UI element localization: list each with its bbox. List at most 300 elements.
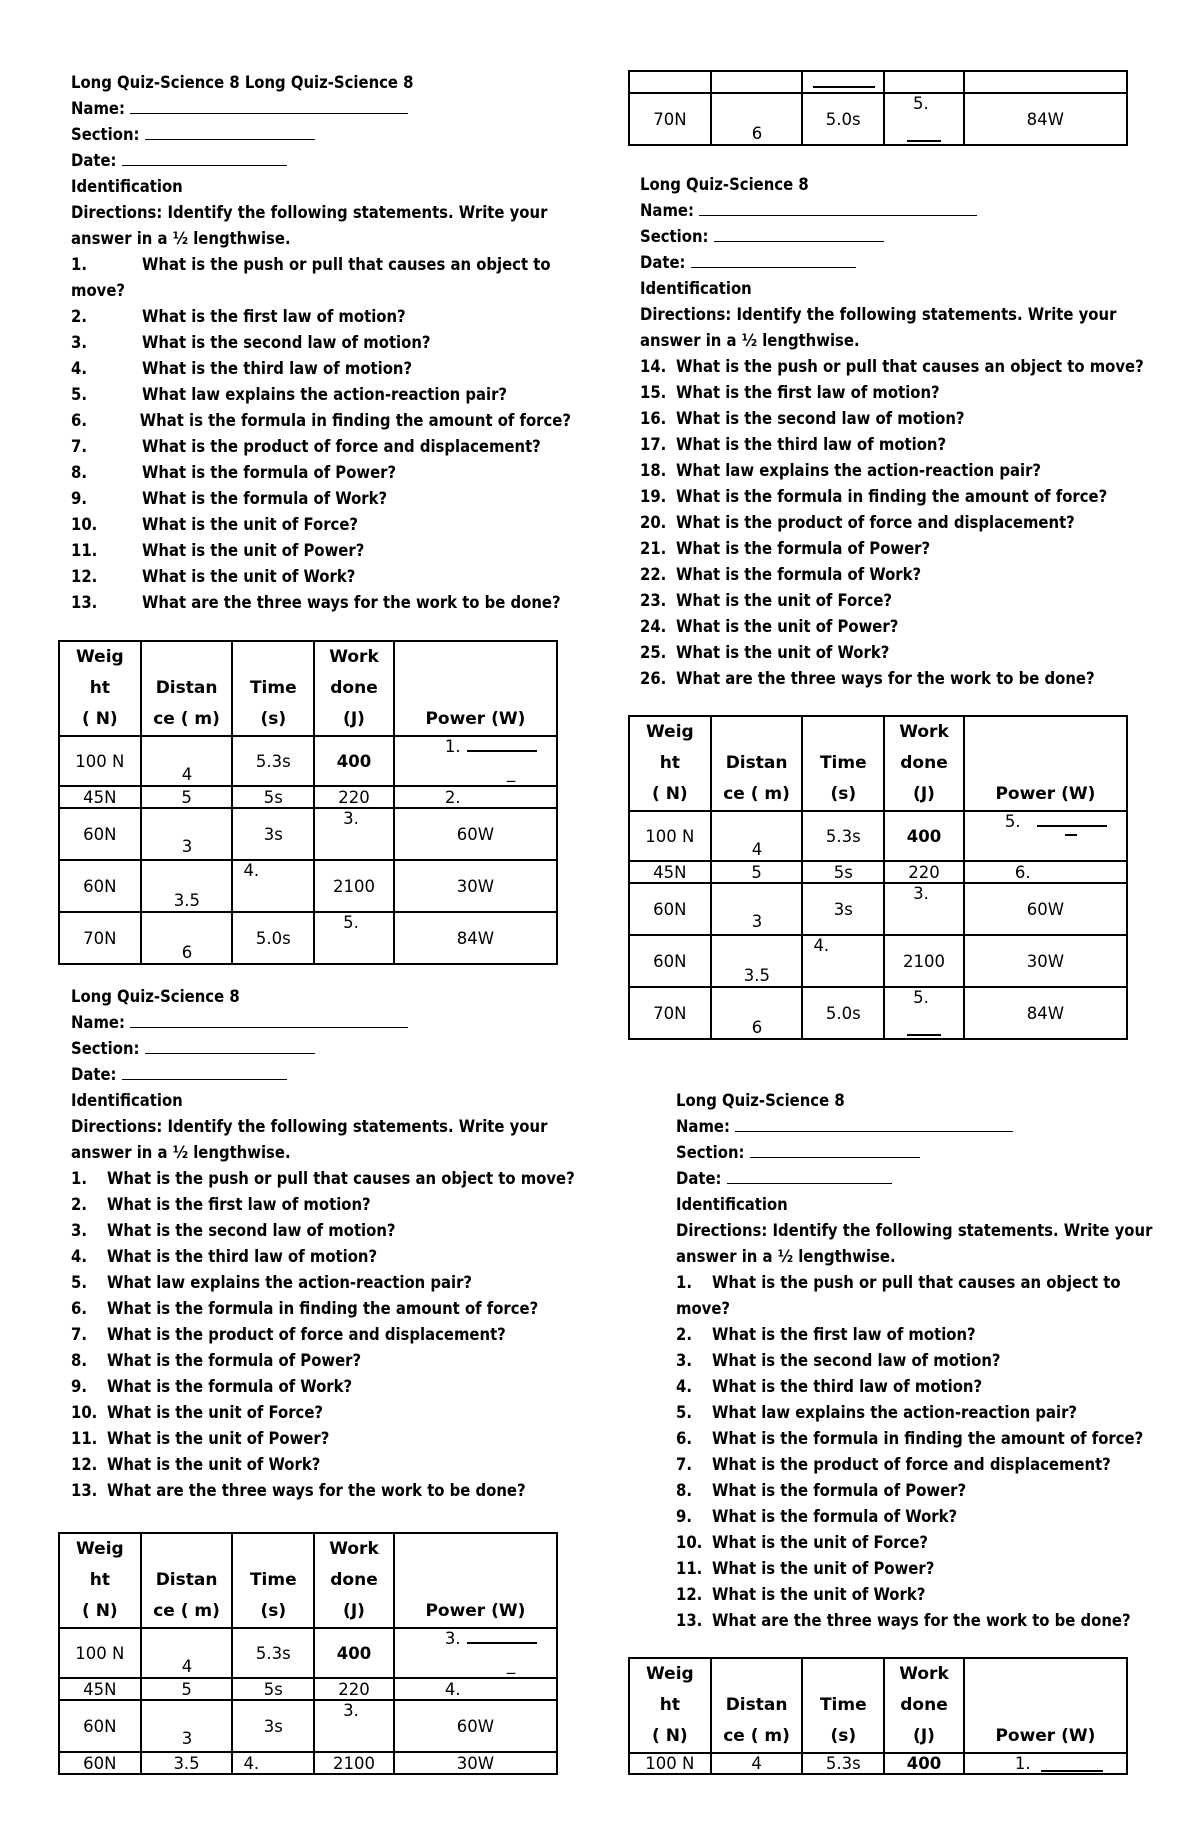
- header-power: Power (W): [394, 641, 557, 736]
- cell-empty: [802, 71, 884, 93]
- directions-line-2: answer in a ½ lengthwise.: [71, 1143, 291, 1162]
- date-label: Date:: [71, 1065, 117, 1084]
- question-text: What law explains the action-reaction pair?: [712, 1403, 1078, 1422]
- cell-empty: [964, 71, 1127, 93]
- question-text: What law explains the action-reaction pair?: [142, 385, 508, 404]
- cell-time: 5.0s: [232, 912, 314, 964]
- question-text: What is the unit of Power?: [712, 1559, 935, 1578]
- quiz-title: Long Quiz-Science 8: [640, 175, 809, 194]
- cell-time: 5s: [232, 786, 314, 808]
- question-wrap: move?: [71, 281, 126, 300]
- section-field-label: [71, 122, 571, 148]
- section-field-label: [676, 1140, 1176, 1166]
- question-number: 14.: [640, 357, 667, 376]
- cell-power: 30W: [964, 935, 1127, 987]
- date-field-label: [676, 1166, 1176, 1192]
- cell-weight: 70N: [629, 987, 711, 1039]
- date-label: Date:: [640, 253, 686, 272]
- cell-distance: 6: [141, 912, 233, 964]
- cell-work-blank[interactable]: 3.: [314, 808, 394, 860]
- date-blank[interactable]: [691, 251, 856, 268]
- question-item: [71, 590, 571, 616]
- question-item: [71, 408, 571, 434]
- cell-time: 3s: [802, 883, 884, 935]
- cell-time: 3s: [232, 808, 314, 860]
- date-blank[interactable]: [727, 1167, 892, 1184]
- question-text: What is the second law of motion?: [712, 1351, 1001, 1370]
- name-blank[interactable]: [699, 199, 977, 216]
- header-distance: Distan ce ( m): [711, 716, 803, 811]
- cell-distance: 6: [711, 93, 803, 145]
- section-label: Section:: [71, 1039, 140, 1058]
- cell-power: 84W: [394, 912, 557, 964]
- question-text: What is the first law of motion?: [676, 383, 940, 402]
- directions-line-2: answer in a ½ lengthwise.: [71, 229, 291, 248]
- cell-work: 220: [314, 786, 394, 808]
- name-label: Name:: [71, 1013, 125, 1032]
- section-blank[interactable]: [145, 123, 315, 140]
- question-number: 9.: [676, 1507, 692, 1526]
- cell-time: 3s: [232, 1700, 314, 1752]
- date-label: Date:: [71, 151, 117, 170]
- date-blank[interactable]: [122, 149, 287, 166]
- cell-power: 60W: [394, 808, 557, 860]
- header-distance: Distan ce ( m): [141, 641, 233, 736]
- question-number: 7.: [71, 437, 87, 456]
- question-number: 6.: [71, 1299, 87, 1318]
- section-field-label: [640, 224, 1160, 250]
- question-text: What is the second law of motion?: [676, 409, 965, 428]
- question-text: What is the unit of Force?: [142, 515, 358, 534]
- question-text: What is the unit of Power?: [107, 1429, 330, 1448]
- question-item: [640, 666, 1160, 692]
- cell-weight: 70N: [629, 93, 711, 145]
- cell-power: 84W: [964, 93, 1127, 145]
- question-item: [676, 1270, 1176, 1296]
- question-number: 12.: [676, 1585, 703, 1604]
- name-field-label: [640, 198, 1160, 224]
- section-heading: Identification: [640, 279, 752, 298]
- cell-weight: 60N: [59, 808, 141, 860]
- cell-distance: 5: [141, 786, 233, 808]
- directions-line-2: answer in a ½ lengthwise.: [640, 331, 860, 350]
- question-number: 3.: [71, 1221, 87, 1240]
- quiz-block-2: [640, 172, 1160, 692]
- table-row: [59, 1678, 557, 1700]
- cell-weight: 45N: [59, 786, 141, 808]
- question-number: 5.: [71, 385, 87, 404]
- header-distance: Distan ce ( m): [141, 1533, 233, 1628]
- question-item: [640, 588, 1160, 614]
- cell-work: 400: [884, 1753, 964, 1774]
- question-item: [640, 458, 1160, 484]
- question-item: [71, 1192, 591, 1218]
- cell-work: 220: [314, 1678, 394, 1700]
- question-item: [676, 1374, 1176, 1400]
- header-power: Power (W): [964, 1658, 1127, 1753]
- question-text: What is the third law of motion?: [676, 435, 947, 454]
- cell-empty: [884, 71, 964, 93]
- name-label: Name:: [676, 1117, 730, 1136]
- section-label: Section:: [676, 1143, 745, 1162]
- question-text: What is the unit of Work?: [676, 643, 890, 662]
- cell-distance: 4: [141, 1628, 233, 1678]
- cell-work-blank[interactable]: 5.: [314, 912, 394, 964]
- cell-power-blank[interactable]: 1. _: [394, 736, 557, 786]
- cell-power: 60W: [394, 1700, 557, 1752]
- directions-line-1: Directions: Identify the following statements. Write your: [71, 203, 548, 222]
- question-text: What is the first law of motion?: [712, 1325, 976, 1344]
- table-row: [59, 786, 557, 808]
- cell-distance: 4: [711, 811, 803, 861]
- question-item: [71, 538, 571, 564]
- cell-distance: 3.5: [711, 935, 803, 987]
- table-row: [59, 808, 557, 860]
- cell-distance: 5: [141, 1678, 233, 1700]
- header-distance: Distan ce ( m): [711, 1658, 803, 1753]
- question-number: 10.: [676, 1533, 703, 1552]
- question-item: [71, 1400, 591, 1426]
- question-text: What is the formula of Power?: [107, 1351, 362, 1370]
- question-text: What is the product of force and displacement?: [676, 513, 1075, 532]
- question-number: 1.: [676, 1273, 692, 1292]
- cell-power: 60W: [964, 883, 1127, 935]
- question-item: [71, 1244, 591, 1270]
- question-item: [640, 484, 1160, 510]
- cell-time-blank[interactable]: 4.: [802, 935, 884, 987]
- name-blank[interactable]: [735, 1115, 1013, 1132]
- question-number: 3.: [71, 333, 87, 352]
- question-number: 24.: [640, 617, 667, 636]
- cell-weight: 70N: [59, 912, 141, 964]
- question-text: What is the formula in finding the amount of force?: [107, 1299, 539, 1318]
- question-text: What is the formula of Power?: [676, 539, 931, 558]
- question-number: 4.: [676, 1377, 692, 1396]
- question-text: What is the third law of motion?: [142, 359, 413, 378]
- question-number: 6.: [71, 411, 87, 430]
- question-text: What is the unit of Power?: [676, 617, 899, 636]
- section-blank[interactable]: [714, 225, 884, 242]
- question-text: What is the formula in finding the amount of force?: [676, 487, 1108, 506]
- table-row: [629, 811, 1127, 861]
- table-row: [629, 883, 1127, 935]
- name-blank[interactable]: [130, 1011, 408, 1028]
- cell-power-blank[interactable]: 6.: [964, 861, 1127, 883]
- cell-work-blank[interactable]: 5.: [884, 93, 964, 145]
- cell-work-blank[interactable]: 3.: [314, 1700, 394, 1752]
- question-number: 13.: [71, 1481, 98, 1500]
- name-field-label: [71, 96, 571, 122]
- question-item: [676, 1608, 1176, 1634]
- question-number: 13.: [676, 1611, 703, 1630]
- question-item: [71, 1270, 591, 1296]
- cell-time: 5.3s: [232, 1628, 314, 1678]
- data-table: [58, 640, 558, 965]
- cell-weight: 60N: [59, 1752, 141, 1774]
- question-item: [640, 380, 1160, 406]
- header-power: Power (W): [964, 716, 1127, 811]
- question-text: What is the unit of Work?: [107, 1455, 321, 1474]
- question-text: What is the product of force and displacement?: [107, 1325, 506, 1344]
- cell-weight: 100 N: [629, 811, 711, 861]
- table-row: [59, 1752, 557, 1774]
- section-label: Section:: [640, 227, 709, 246]
- directions-line-1: Directions: Identify the following statements. Write your: [676, 1221, 1153, 1240]
- question-item: [71, 382, 571, 408]
- directions-line-1: Directions: Identify the following statements. Write your: [640, 305, 1117, 324]
- question-number: 7.: [71, 1325, 87, 1344]
- question-text: What is the formula of Work?: [712, 1507, 958, 1526]
- header-weight: Weig ht ( N): [629, 716, 711, 811]
- cell-power: 30W: [394, 1752, 557, 1774]
- question-number: 4.: [71, 359, 87, 378]
- question-number: 11.: [71, 541, 98, 560]
- question-item: [676, 1556, 1176, 1582]
- question-wrap: move?: [676, 1299, 731, 1318]
- question-number: 10.: [71, 1403, 98, 1422]
- question-item: [676, 1452, 1176, 1478]
- question-number: 1.: [71, 1169, 87, 1188]
- cell-weight: 60N: [59, 860, 141, 912]
- question-text: What is the push or pull that causes an object to: [712, 1273, 1121, 1292]
- question-number: 1.: [71, 255, 87, 274]
- cell-power-blank[interactable]: 1.: [964, 1753, 1127, 1774]
- cell-time-blank[interactable]: 4.: [232, 860, 314, 912]
- date-blank[interactable]: [122, 1063, 287, 1080]
- cell-distance: 5: [711, 861, 803, 883]
- name-label: Name:: [71, 99, 125, 118]
- question-number: 2.: [71, 307, 87, 326]
- quiz-title: Long Quiz-Science 8: [676, 1091, 845, 1110]
- data-table: [58, 1532, 558, 1775]
- question-item: [676, 1504, 1176, 1530]
- name-field-label: [71, 1010, 591, 1036]
- question-number: 20.: [640, 513, 667, 532]
- section-heading: Identification: [71, 1091, 183, 1110]
- question-text: What is the unit of Force?: [107, 1403, 323, 1422]
- name-field-label: [676, 1114, 1176, 1140]
- question-text: What is the unit of Work?: [712, 1585, 926, 1604]
- cell-power-blank[interactable]: 3. _: [394, 1628, 557, 1678]
- question-item: [71, 434, 571, 460]
- question-text: What is the formula in finding the amount of force?: [139, 411, 571, 430]
- question-number: 11.: [71, 1429, 98, 1448]
- cell-work: 2100: [314, 860, 394, 912]
- question-text: What are the three ways for the work to be done?: [712, 1611, 1131, 1630]
- quiz-block-1: [71, 70, 571, 616]
- question-text: What is the formula in finding the amount of force?: [712, 1429, 1144, 1448]
- question-item: [640, 536, 1160, 562]
- question-number: 22.: [640, 565, 667, 584]
- question-number: 18.: [640, 461, 667, 480]
- question-item: [676, 1478, 1176, 1504]
- question-text: What is the formula of Power?: [142, 463, 397, 482]
- header-time: Time (s): [802, 1658, 884, 1753]
- question-number: 7.: [676, 1455, 692, 1474]
- question-number: 26.: [640, 669, 667, 688]
- cell-distance: 3: [141, 1700, 233, 1752]
- question-text: What is the formula of Work?: [142, 489, 388, 508]
- cell-time: 5.3s: [802, 811, 884, 861]
- date-field-label: [640, 250, 1160, 276]
- question-number: 8.: [676, 1481, 692, 1500]
- header-weight: Weig ht ( N): [59, 641, 141, 736]
- cell-power: 30W: [394, 860, 557, 912]
- question-text: What law explains the action-reaction pair?: [107, 1273, 473, 1292]
- table-row: [629, 935, 1127, 987]
- cell-time: 5s: [802, 861, 884, 883]
- question-text: What is the formula of Power?: [712, 1481, 967, 1500]
- question-number: 12.: [71, 567, 98, 586]
- date-label: Date:: [676, 1169, 722, 1188]
- question-number: 17.: [640, 435, 667, 454]
- question-number: 3.: [676, 1351, 692, 1370]
- cell-distance: 3.5: [141, 860, 233, 912]
- question-text: What is the product of force and displacement?: [142, 437, 541, 456]
- cell-work: 400: [884, 811, 964, 861]
- question-item: [640, 510, 1160, 536]
- header-power: Power (W): [394, 1533, 557, 1628]
- cell-power-blank[interactable]: 5.: [964, 811, 1127, 861]
- question-text: What is the unit of Work?: [142, 567, 356, 586]
- question-text: What is the second law of motion?: [107, 1221, 396, 1240]
- table-row: [629, 861, 1127, 883]
- cell-work-blank[interactable]: 5.: [884, 987, 964, 1039]
- quiz-title: Long Quiz-Science 8 Long Quiz-Science 8: [71, 73, 414, 92]
- question-item: [71, 460, 571, 486]
- question-number: 25.: [640, 643, 667, 662]
- question-item: [71, 252, 571, 278]
- question-text: What is the unit of Force?: [676, 591, 892, 610]
- cell-weight: 100 N: [629, 1753, 711, 1774]
- question-text: What are the three ways for the work to be done?: [142, 593, 561, 612]
- question-item: [640, 614, 1160, 640]
- table-row: [629, 93, 1127, 145]
- cell-time: 5.0s: [802, 93, 884, 145]
- question-text: What is the formula of Work?: [676, 565, 922, 584]
- question-number: 9.: [71, 1377, 87, 1396]
- question-item: [71, 1452, 591, 1478]
- question-item: [71, 1478, 591, 1504]
- header-work: Work done (J): [884, 716, 964, 811]
- question-text: What is the third law of motion?: [712, 1377, 983, 1396]
- cell-work-blank[interactable]: 3.: [884, 883, 964, 935]
- cell-work: 400: [314, 1628, 394, 1678]
- question-item: [71, 304, 571, 330]
- question-number: 15.: [640, 383, 667, 402]
- cell-time-blank[interactable]: 4.: [232, 1752, 314, 1774]
- question-item: [71, 564, 571, 590]
- question-text: What is the second law of motion?: [142, 333, 431, 352]
- question-item: [676, 1322, 1176, 1348]
- table-row: [629, 1753, 1127, 1774]
- cell-weight: 60N: [629, 883, 711, 935]
- question-number: 2.: [71, 1195, 87, 1214]
- header-work: Work done (J): [314, 1533, 394, 1628]
- question-item: [676, 1400, 1176, 1426]
- cell-time: 5.3s: [802, 1753, 884, 1774]
- cell-time: 5s: [232, 1678, 314, 1700]
- question-item: [640, 354, 1160, 380]
- section-heading: Identification: [71, 177, 183, 196]
- cell-time: 5.0s: [802, 987, 884, 1039]
- cell-power: 84W: [964, 987, 1127, 1039]
- question-text: What is the first law of motion?: [107, 1195, 371, 1214]
- section-blank[interactable]: [145, 1037, 315, 1054]
- table-row: [59, 736, 557, 786]
- table-row: [59, 1628, 557, 1678]
- question-text: What is the push or pull that causes an object to move?: [676, 357, 1144, 376]
- cell-work: 2100: [884, 935, 964, 987]
- date-field-label: [71, 148, 571, 174]
- cell-work: 220: [884, 861, 964, 883]
- question-number: 8.: [71, 463, 87, 482]
- header-work: Work done (J): [884, 1658, 964, 1753]
- question-item: [640, 562, 1160, 588]
- name-blank[interactable]: [130, 97, 408, 114]
- question-number: 8.: [71, 1351, 87, 1370]
- question-item: [676, 1426, 1176, 1452]
- question-text: What is the product of force and displacement?: [712, 1455, 1111, 1474]
- question-number: 5.: [71, 1273, 87, 1292]
- question-text: What is the push or pull that causes an object to move?: [107, 1169, 575, 1188]
- cell-distance: 3: [711, 883, 803, 935]
- question-item: [676, 1348, 1176, 1374]
- data-table: [628, 1657, 1128, 1775]
- cell-weight: 100 N: [59, 736, 141, 786]
- section-field-label: [71, 1036, 591, 1062]
- directions-line-2: answer in a ½ lengthwise.: [676, 1247, 896, 1266]
- section-blank[interactable]: [750, 1141, 920, 1158]
- question-number: 19.: [640, 487, 667, 506]
- question-item: [676, 1582, 1176, 1608]
- question-number: 4.: [71, 1247, 87, 1266]
- question-text: What are the three ways for the work to be done?: [107, 1481, 526, 1500]
- data-table-fragment: [628, 70, 1128, 146]
- question-item: [71, 1296, 591, 1322]
- header-work: Work done (J): [314, 641, 394, 736]
- question-item: [640, 406, 1160, 432]
- cell-weight: 45N: [59, 1678, 141, 1700]
- cell-weight: 100 N: [59, 1628, 141, 1678]
- question-item: [71, 486, 571, 512]
- cell-power-blank[interactable]: 4.: [394, 1678, 557, 1700]
- cell-power-blank[interactable]: 2.: [394, 786, 557, 808]
- header-weight: Weig ht ( N): [59, 1533, 141, 1628]
- quiz-block-4: [676, 1088, 1176, 1634]
- table-row: [59, 860, 557, 912]
- header-weight: Weig ht ( N): [629, 1658, 711, 1753]
- question-item: [71, 1426, 591, 1452]
- section-heading: Identification: [676, 1195, 788, 1214]
- header-time: Time (s): [232, 641, 314, 736]
- cell-weight: 45N: [629, 861, 711, 883]
- cell-weight: 60N: [59, 1700, 141, 1752]
- name-label: Name:: [640, 201, 694, 220]
- question-item: [71, 1348, 591, 1374]
- cell-weight: 60N: [629, 935, 711, 987]
- cell-distance: 6: [711, 987, 803, 1039]
- question-text: What is the unit of Power?: [142, 541, 365, 560]
- question-number: 16.: [640, 409, 667, 428]
- cell-distance: 4: [711, 1753, 803, 1774]
- directions-line-1: Directions: Identify the following statements. Write your: [71, 1117, 548, 1136]
- header-time: Time (s): [802, 716, 884, 811]
- header-time: Time (s): [232, 1533, 314, 1628]
- question-number: 5.: [676, 1403, 692, 1422]
- question-number: 23.: [640, 591, 667, 610]
- question-text: What is the unit of Force?: [712, 1533, 928, 1552]
